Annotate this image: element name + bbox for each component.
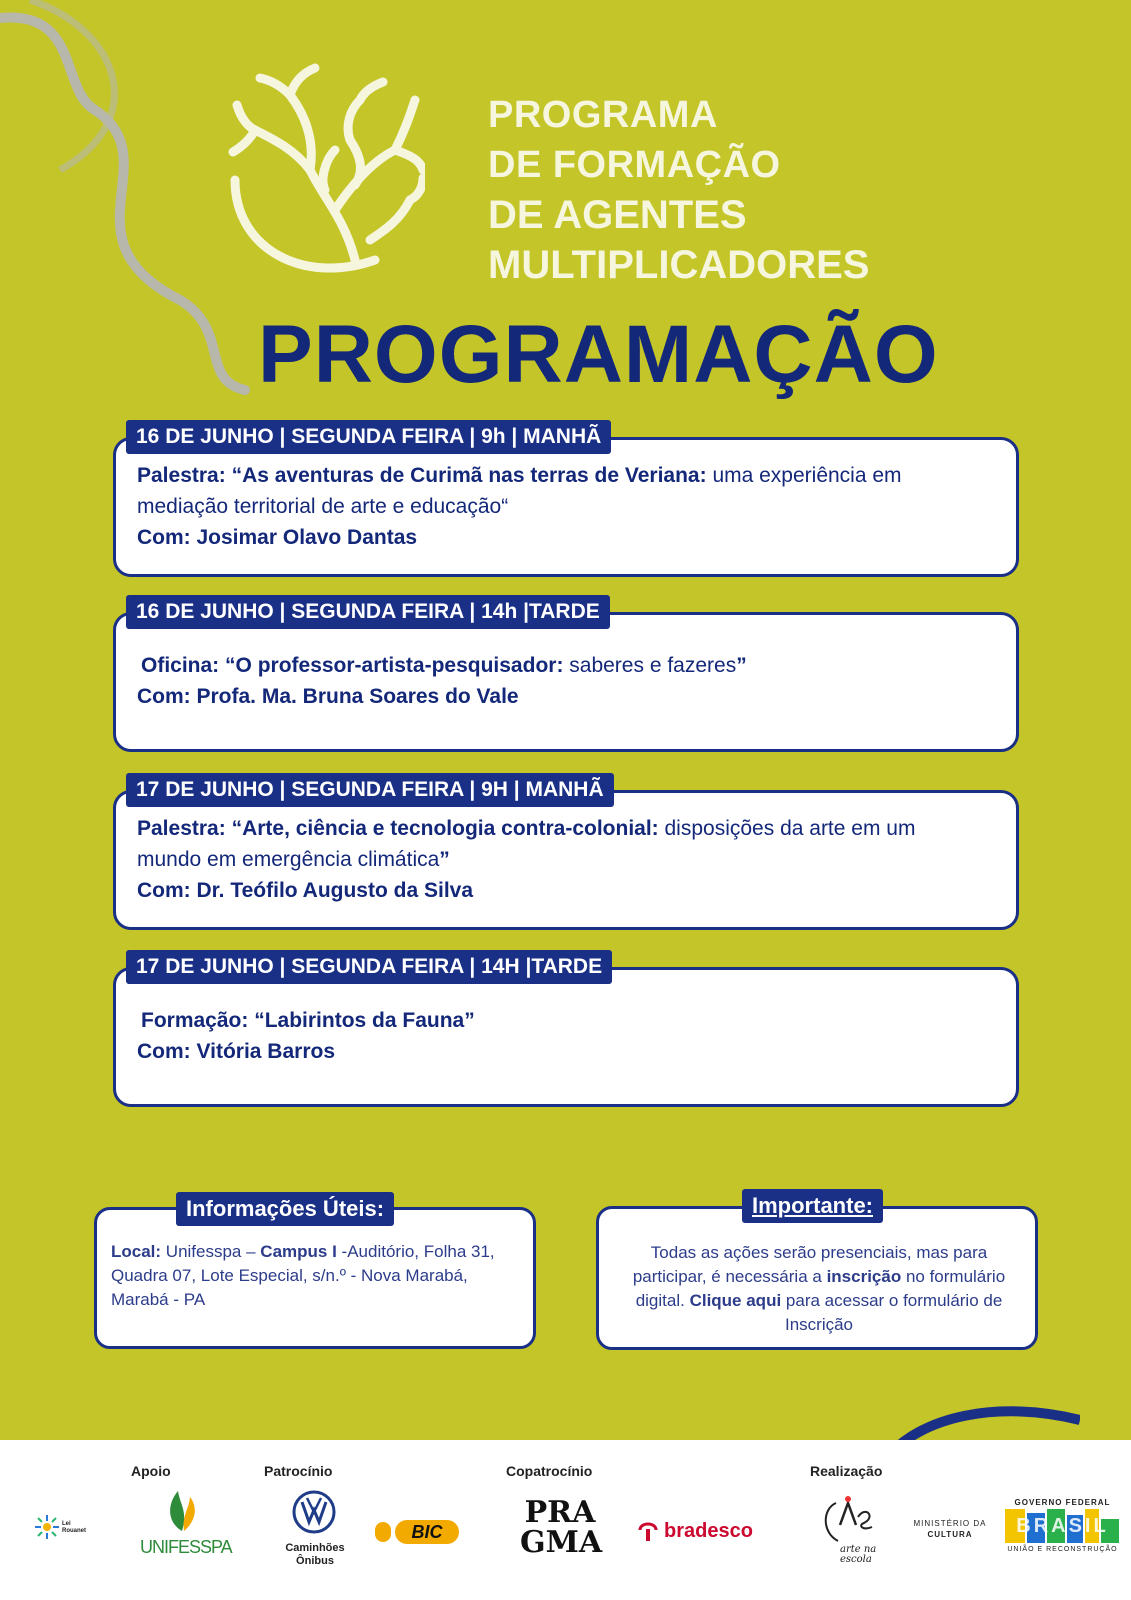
session-title-close: ” <box>439 848 450 871</box>
bradesco-logo <box>636 1518 756 1548</box>
registration-link[interactable]: Clique aqui <box>689 1291 782 1310</box>
bradesco-tree-icon <box>636 1520 660 1542</box>
session-title-rest: disposições da arte em um mundo em emergência climática <box>137 817 916 871</box>
bic-logo <box>375 1516 460 1548</box>
important-title: Importante: <box>752 1193 873 1218</box>
label-realizacao: Realização <box>810 1463 883 1479</box>
info-campus: Campus I <box>260 1242 337 1261</box>
important-text-b: no formulário digital. <box>635 1267 1006 1310</box>
important-text-a: Todas as ações serão presenciais, mas para participar, é necessária a <box>632 1243 988 1286</box>
program-title-line2: DE FORMAÇÃO <box>488 144 781 186</box>
bradesco-text: bradesco <box>664 1520 753 1542</box>
sponsors-footer <box>0 1440 1131 1600</box>
info-local-a: Unifesspa – <box>161 1242 261 1261</box>
important-inscricao: inscrição <box>826 1267 902 1286</box>
coral-tree-logo-icon <box>225 60 425 280</box>
important-text <box>619 1241 1019 1337</box>
minc-logo <box>910 1518 990 1544</box>
gov-top-text: GOVERNO FEDERAL <box>1014 1498 1111 1507</box>
bic-boy-icon <box>375 1522 391 1542</box>
vw-logo <box>280 1490 350 1580</box>
session-speaker: Com: Profa. Ma. Bruna Soares do Vale <box>137 685 519 708</box>
session-body <box>137 1005 1001 1067</box>
page-title: PROGRAMAÇÃO <box>258 309 939 400</box>
session-kind: Formação: <box>141 1009 249 1032</box>
program-title-line4: MULTIPLICADORES <box>488 243 870 287</box>
pragma-line2: GMA <box>520 1525 603 1560</box>
important-text-c: para acessar o formulário de Inscrição <box>781 1291 1003 1334</box>
governo-federal-logo <box>1005 1498 1120 1568</box>
vw-icon <box>292 1490 336 1534</box>
arte-escola-icon <box>818 1495 878 1545</box>
session-date-tag: 16 DE JUNHO | SEGUNDA FEIRA | 14h |TARDE <box>126 595 610 629</box>
info-tag: Informações Úteis: <box>176 1192 394 1226</box>
lei-rouanet-text: Lei Rouanet <box>62 1521 86 1534</box>
label-copatrocinio: Copatrocínio <box>506 1463 593 1479</box>
info-local-b: -Auditório, Folha 31, Quadra 07, Lote Especial, s/n.º - Nova Marabá, Marabá - PA <box>111 1242 495 1309</box>
info-text <box>111 1240 529 1312</box>
brasil-wordmark <box>1005 1509 1120 1543</box>
vw-text: Caminhões Ônibus <box>285 1542 345 1567</box>
arte-escola-text: arte na escola <box>840 1544 877 1565</box>
session-body <box>137 813 967 906</box>
label-patrocinio: Patrocínio <box>264 1463 333 1479</box>
important-tag <box>742 1189 883 1223</box>
session-date-tag: 17 DE JUNHO | SEGUNDA FEIRA | 9H | MANHÃ <box>126 773 614 807</box>
gov-bottom-text: UNIÃO E RECONSTRUÇÃO <box>1007 1546 1118 1553</box>
program-title-line1: PROGRAMA <box>488 94 718 136</box>
session-body <box>137 650 1001 712</box>
info-local-label: Local: <box>111 1242 162 1261</box>
session-speaker: Com: Dr. Teófilo Augusto da Silva <box>137 879 474 902</box>
program-title <box>488 90 869 290</box>
arte-na-escola-logo <box>818 1495 888 1565</box>
gov-main-text: BRASIL <box>1016 1515 1109 1537</box>
session-kind: Palestra: <box>137 464 226 487</box>
session-date-tag: 16 DE JUNHO | SEGUNDA FEIRA | 9h | MANHÃ <box>126 420 611 454</box>
session-kind: Palestra: <box>137 817 226 840</box>
program-title-line3: DE AGENTES <box>488 193 747 237</box>
session-kind: Oficina: <box>141 654 220 677</box>
label-apoio: Apoio <box>131 1463 171 1479</box>
session-title-bold: “Labirintos da Fauna” <box>254 1009 475 1032</box>
session-title-bold: “As aventuras de Curimã nas terras de Veriana: <box>231 464 707 487</box>
session-body <box>137 460 997 553</box>
unifesspa-text: UNIFESSPA <box>140 1537 232 1557</box>
minc-line1: MINISTÉRIO DA <box>913 1519 987 1528</box>
leaf-icon <box>162 1487 202 1532</box>
sun-icon <box>35 1515 59 1539</box>
lei-rouanet-logo <box>35 1515 95 1539</box>
pragma-line1: PRA <box>524 1495 596 1530</box>
important-box <box>596 1206 1038 1350</box>
session-title-bold: “Arte, ciência e tecnologia contra-colonial: <box>231 817 659 840</box>
session-title-rest: saberes e fazeres <box>563 654 737 677</box>
session-date-tag: 17 DE JUNHO | SEGUNDA FEIRA | 14H |TARDE <box>126 950 612 984</box>
session-title-rest: uma experiência em mediação territorial de arte e educação“ <box>137 464 902 518</box>
minc-line2: CULTURA <box>927 1530 973 1539</box>
info-box <box>94 1207 536 1349</box>
session-title-close: ” <box>736 654 747 677</box>
session-speaker: Com: Vitória Barros <box>137 1040 335 1063</box>
session-title-bold: “O professor-artista-pesquisador: <box>225 654 564 677</box>
unifesspa-logo <box>140 1487 232 1567</box>
bic-text: BIC <box>395 1520 459 1544</box>
session-speaker: Com: Josimar Olavo Dantas <box>137 526 418 549</box>
pragma-logo <box>520 1495 603 1568</box>
